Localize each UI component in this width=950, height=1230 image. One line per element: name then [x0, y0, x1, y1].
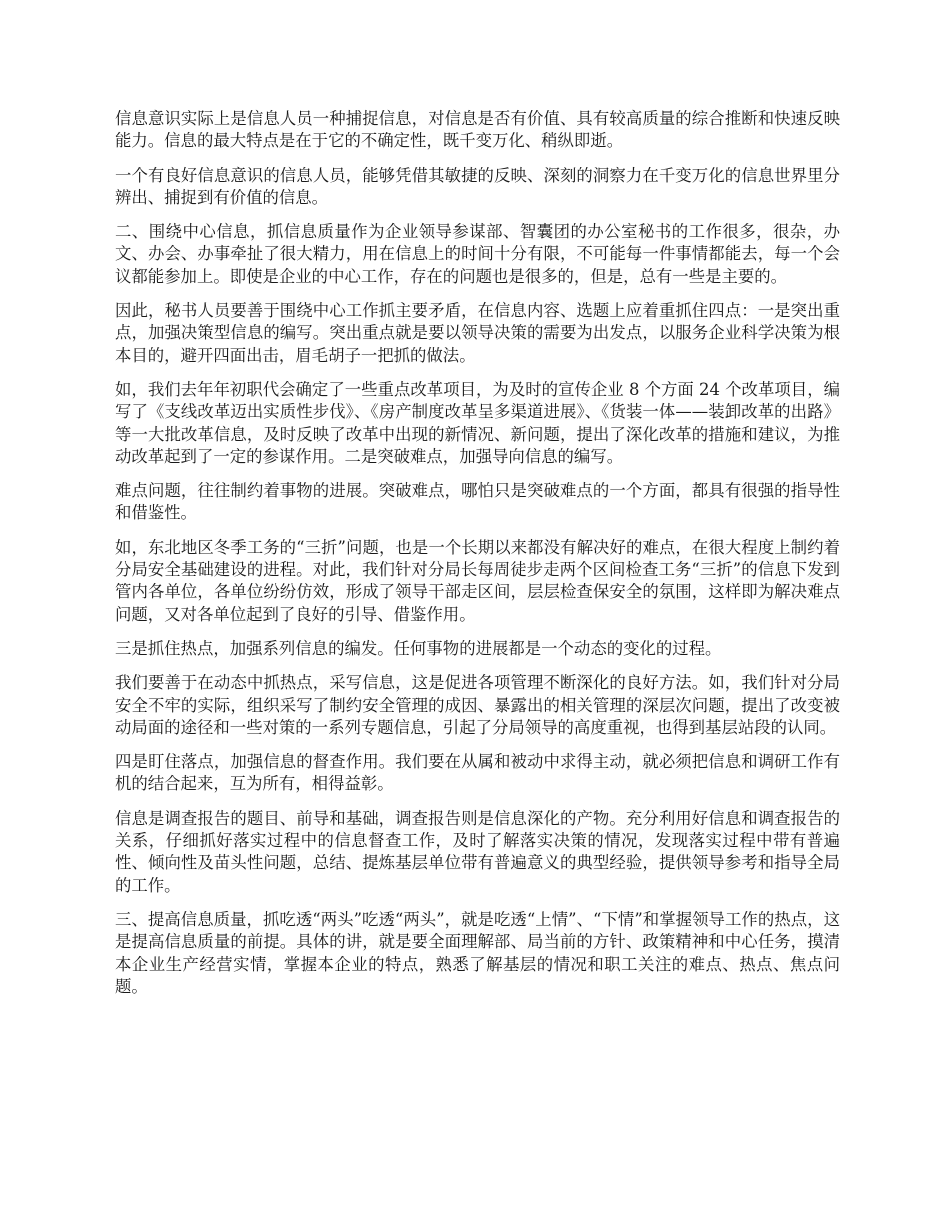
paragraph-5: 如，我们去年年初职代会确定了一些重点改革项目，为及时的宣传企业 8 个方面 24 个改革项目，编写了《支线改革迈出实质性步伐》、《房产制度改革呈多渠道进展》、《货装一体——装卸改革的出路》等一大批改革信息，及时反映了改革中出现的新情况、新问题，提出了深化改革的措施和建议，为推动改革起到了一定的参谋作用。二是突破难点，加强导向信息的编写。: [115, 379, 840, 466]
paragraph-8: 三是抓住热点，加强系列信息的编发。任何事物的进展都是一个动态的变化的过程。: [115, 638, 722, 658]
paragraph-2: 一个有良好信息意识的信息人员，能够凭借其敏捷的反映、深刻的洞察力在千变万化的信息世界里分辨出、捕捉到有价值的信息。: [115, 165, 840, 207]
paragraph-3: 二、围绕中心信息，抓信息质量作为企业领导参谋部、智囊团的办公室秘书的工作很多，很杂，办文、办会、办事牵扯了很大精力，用在信息上的时间十分有限，不可能每一件事情都能去，每一个会议都能参加上。即使是企业的中心工作，存在的问题也是很多的，但是，总有一些是主要的。: [115, 222, 840, 286]
paragraph-4: 因此，秘书人员要善于围绕中心工作抓主要矛盾，在信息内容、选题上应着重抓住四点：一是突出重点，加强决策型信息的编写。突出重点就是要以领导决策的需要为出发点，以服务企业科学决策为根本目的，避开四面出击，眉毛胡子一把抓的做法。: [115, 301, 840, 365]
paragraph-7: 如，东北地区冬季工务的“三折”问题，也是一个长期以来都没有解决好的难点，在很大程度上制约着分局安全基础建设的进程。对此，我们针对分局长每周徒步走两个区间检查工务“三折”的信息下发到管内各单位，各单位纷纷仿效，形成了领导干部走区间，层层检查保安全的氛围，这样即为解决难点问题，又对各单位起到了良好的引导、借鉴作用。: [115, 537, 840, 624]
paragraph-11: 信息是调查报告的题目、前导和基础，调查报告则是信息深化的产物。充分利用好信息和调查报告的关系，仔细抓好落实过程中的信息督查工作，及时了解落实决策的情况，发现落实过程中带有普遍性、倾向性及苗头性问题，总结、提炼基层单位带有普遍意义的典型经验，提供领导参考和指导全局的工作。: [115, 808, 840, 895]
paragraph-10: 四是盯住落点，加强信息的督查作用。我们要在从属和被动中求得主动，就必须把信息和调研工作有机的结合起来，互为所有，相得益彰。: [115, 752, 840, 794]
paragraph-6: 难点问题，往往制约着事物的进展。突破难点，哪怕只是突破难点的一个方面，都具有很强的指导性和借鉴性。: [115, 481, 840, 523]
paragraph-12: 三、提高信息质量，抓吃透“两头”吃透“两头”，就是吃透“上情”、“下情”和掌握领导工作的热点，这是提高信息质量的前提。具体的讲，就是要全面理解部、局当前的方针、政策精神和中心任务，摸清本企业生产经营实情，掌握本企业的特点，熟悉了解基层的情况和职工关注的难点、热点、焦点问题。: [115, 909, 840, 996]
document-body: [115, 108, 840, 1010]
paragraph-9: 我们要善于在动态中抓热点，采写信息，这是促进各项管理不断深化的良好方法。如，我们针对分局安全不牢的实际，组织采写了制约安全管理的成因、暴露出的相关管理的深层次问题，提出了改变被动局面的途径和一些对策的一系列专题信息，引起了分局领导的高度重视，也得到基层站段的认同。: [115, 673, 840, 737]
paragraph-1: 信息意识实际上是信息人员一种捕捉信息，对信息是否有价值、具有较高质量的综合推断和快速反映能力。信息的最大特点是在于它的不确定性，既千变万化、稍纵即逝。: [115, 109, 840, 151]
